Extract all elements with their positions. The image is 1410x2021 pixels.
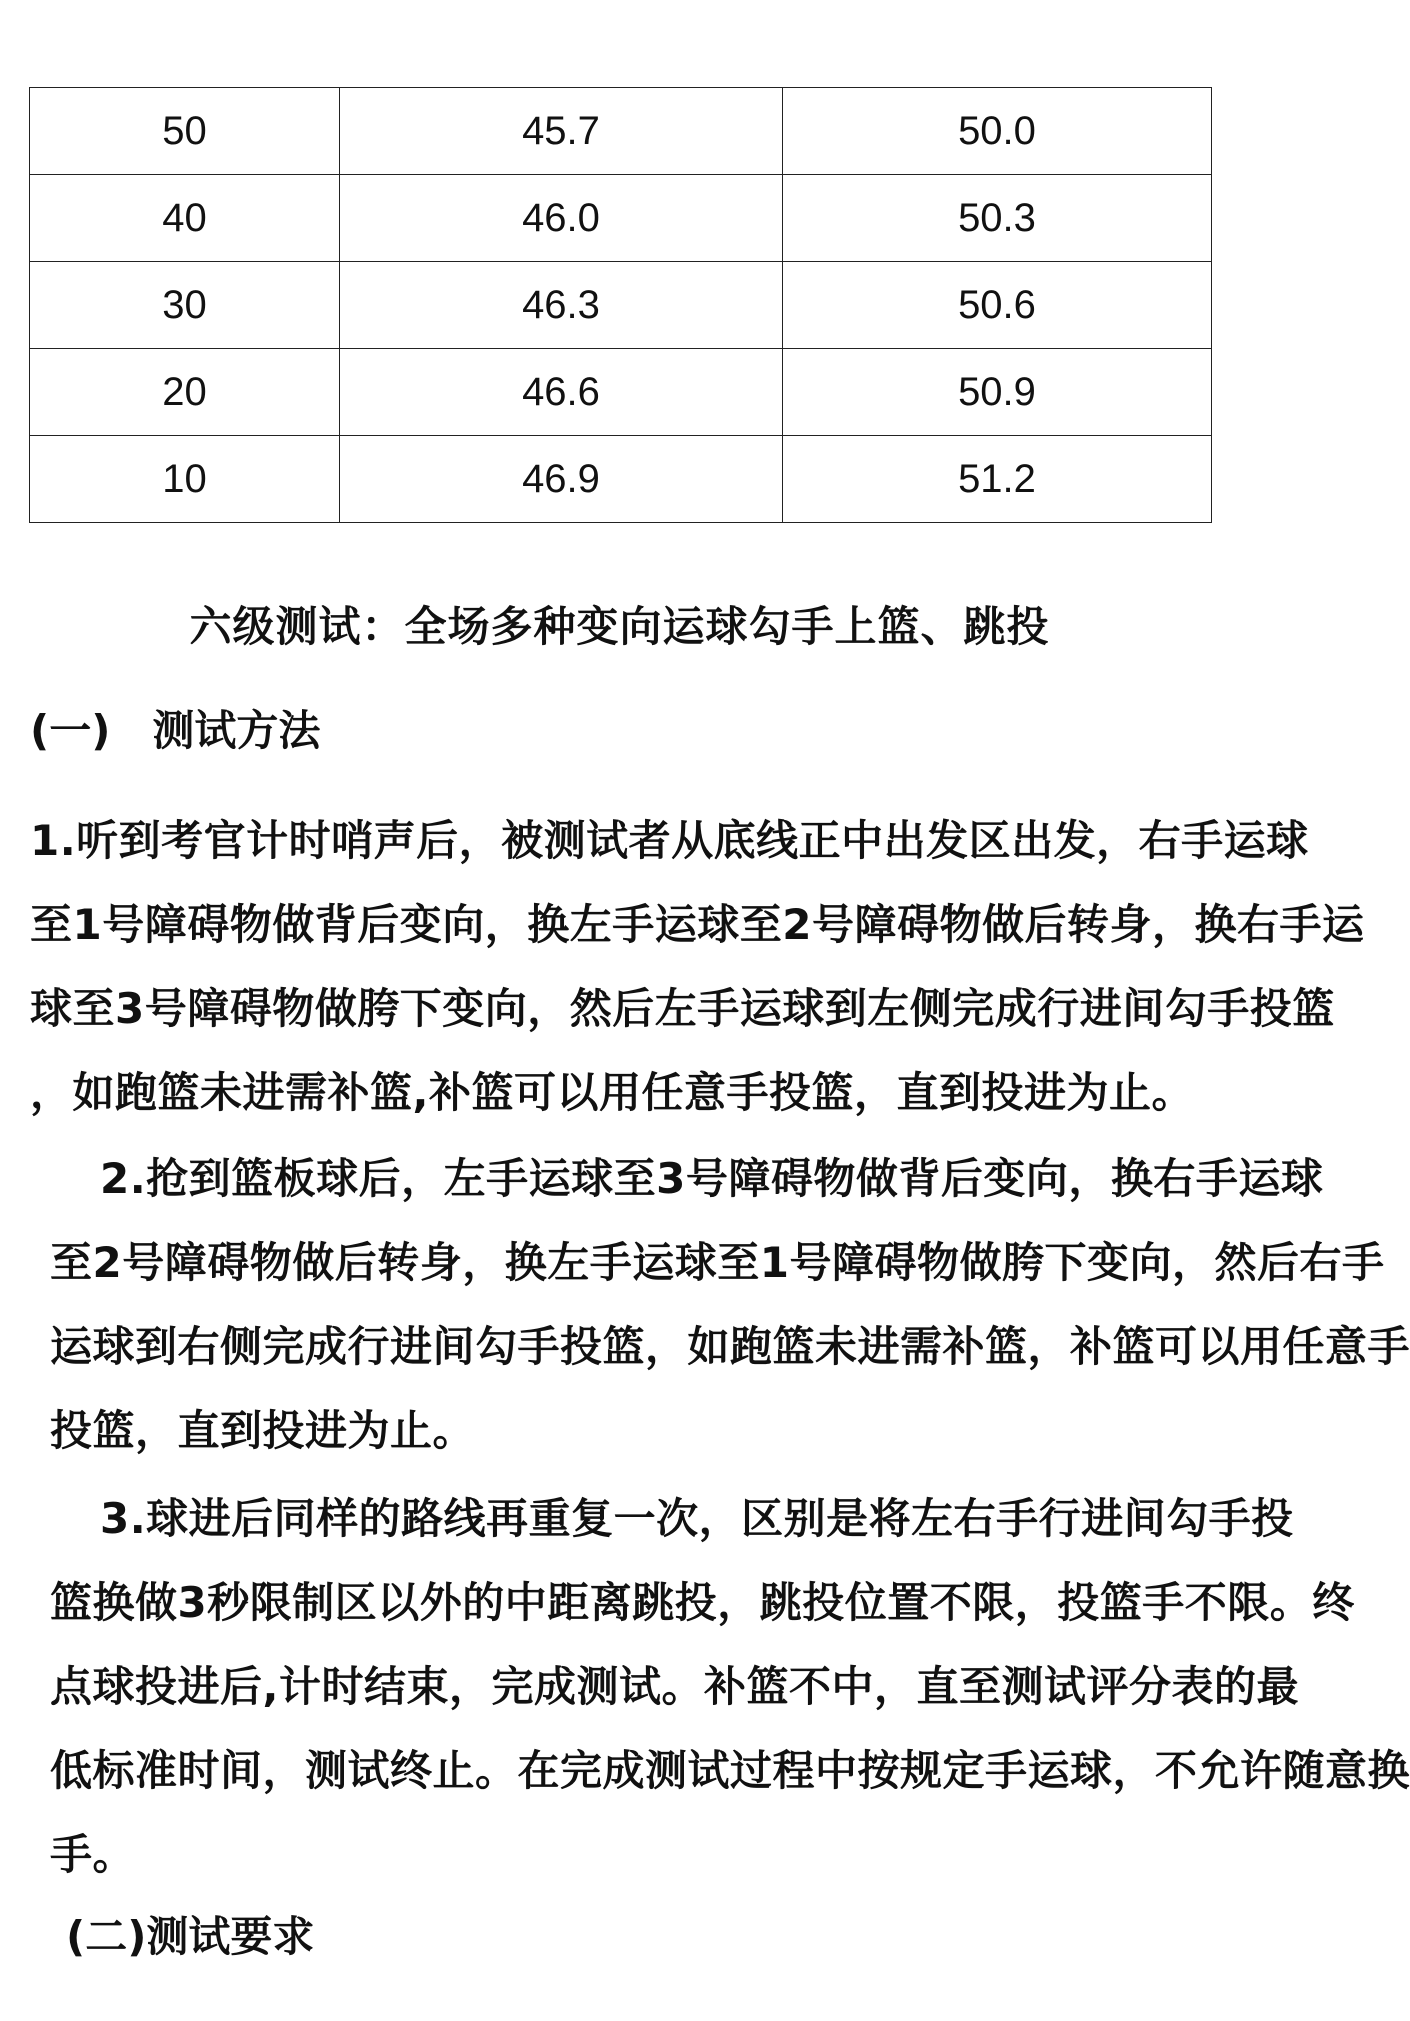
paragraph-3-line: 3.球进后同样的路线再重复一次，区别是将左右手行进间勾手投 — [100, 1494, 1294, 1543]
table-cell: 46.6 — [340, 349, 783, 436]
table-row — [30, 88, 1212, 175]
paragraph-2-line: 投篮，直到投进为止。 — [50, 1406, 476, 1455]
table-cell: 50 — [30, 88, 340, 175]
paragraph-3-line: 点球投进后,计时结束，完成测试。补篮不中，直至测试评分表的最 — [50, 1662, 1299, 1711]
paragraph-2-line: 至2号障碍物做后转身，换左手运球至1号障碍物做胯下变向，然后右手 — [50, 1238, 1385, 1287]
paragraph-2-line: 2.抢到篮板球后，左手运球至3号障碍物做背后变向，换右手运球 — [100, 1154, 1324, 1203]
section-title-test-method: (一) 测试方法 — [30, 706, 321, 755]
paragraph-2-line: 运球到右侧完成行进间勾手投篮，如跑篮未进需补篮，补篮可以用任意手 — [50, 1322, 1410, 1371]
table-row — [30, 175, 1212, 262]
section-heading: 六级测试：全场多种变向运球勾手上篮、跳投 — [189, 602, 1050, 651]
table-row — [30, 436, 1212, 523]
table-cell: 10 — [30, 436, 340, 523]
section-title-test-requirements: (二)测试要求 — [66, 1912, 315, 1961]
table-cell: 50.3 — [783, 175, 1212, 262]
paragraph-3-line: 篮换做3秒限制区以外的中距离跳投，跳投位置不限，投篮手不限。终 — [50, 1578, 1355, 1627]
table-cell: 46.0 — [340, 175, 783, 262]
table-cell: 40 — [30, 175, 340, 262]
table-row — [30, 262, 1212, 349]
paragraph-1-line: 至1号障碍物做背后变向，换左手运球至2号障碍物做后转身，换右手运 — [30, 900, 1365, 949]
paragraph-1-line: 球至3号障碍物做胯下变向，然后左手运球到左侧完成行进间勾手投篮 — [30, 984, 1335, 1033]
paragraph-1-line: ，如跑篮未进需补篮,补篮可以用任意手投篮，直到投进为止。 — [30, 1068, 1194, 1117]
score-table — [29, 87, 1212, 523]
table-cell: 46.3 — [340, 262, 783, 349]
table-cell: 30 — [30, 262, 340, 349]
paragraph-1-line: 1.听到考官计时哨声后，被测试者从底线正中出发区出发，右手运球 — [30, 816, 1309, 865]
paragraph-3-line: 低标准时间，测试终止。在完成测试过程中按规定手运球，不允许随意换 — [50, 1746, 1410, 1795]
table-cell: 50.9 — [783, 349, 1212, 436]
table-cell: 50.6 — [783, 262, 1212, 349]
table-cell: 50.0 — [783, 88, 1212, 175]
table-cell: 45.7 — [340, 88, 783, 175]
paragraph-3-line: 手。 — [50, 1830, 136, 1879]
table-cell: 46.9 — [340, 436, 783, 523]
table-cell: 20 — [30, 349, 340, 436]
table-cell: 51.2 — [783, 436, 1212, 523]
table-row — [30, 349, 1212, 436]
